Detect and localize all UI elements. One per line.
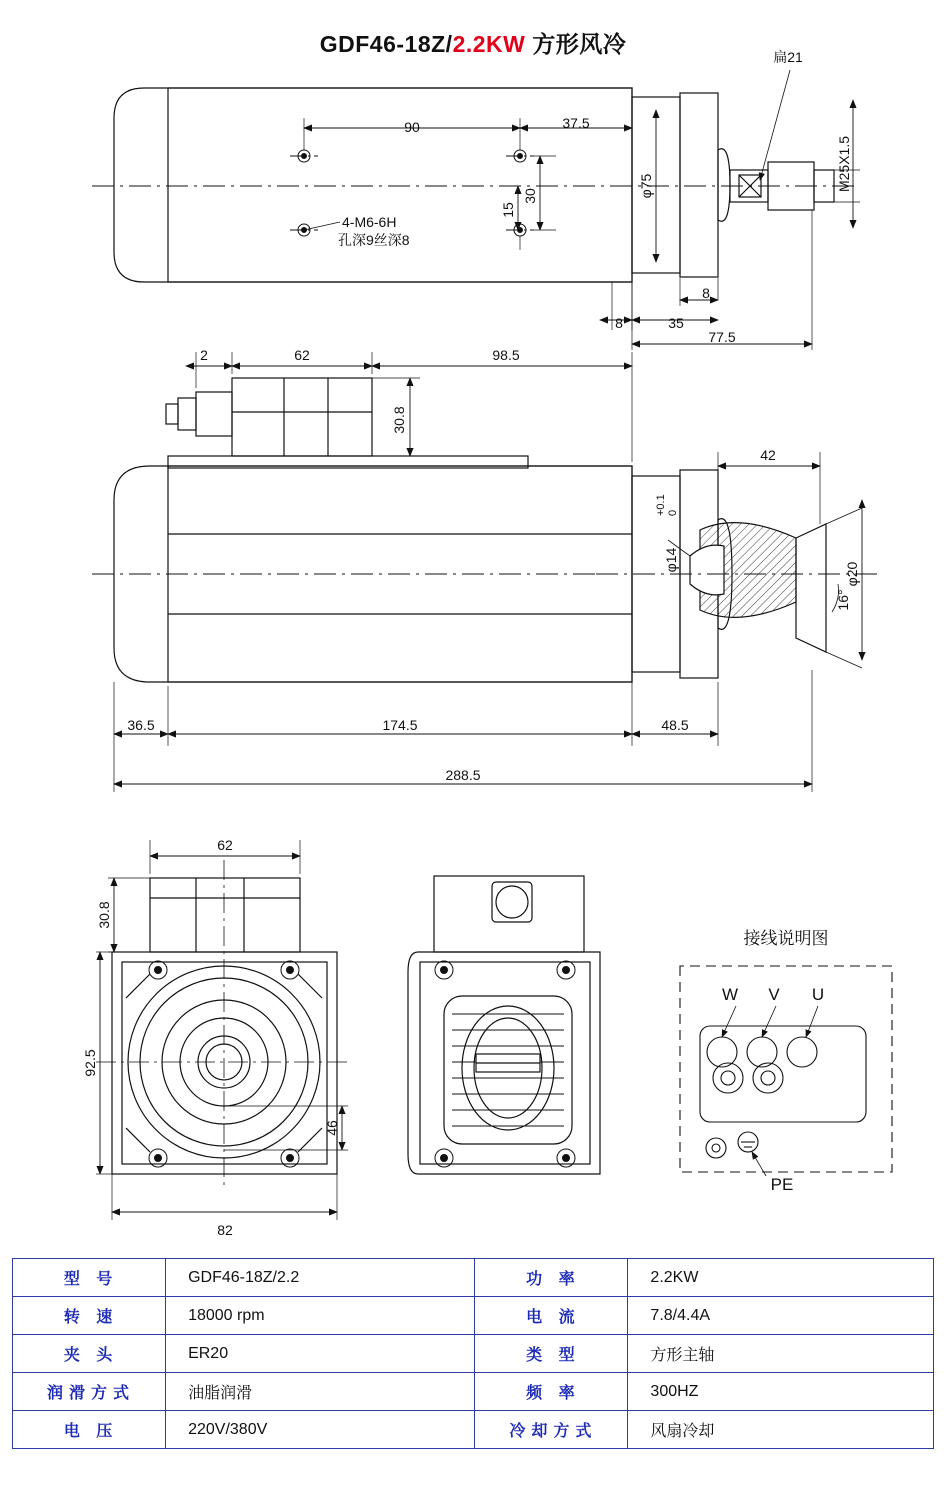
dim-35: 35 — [668, 315, 684, 331]
note-hole-depth: 孔深9丝深8 — [338, 232, 410, 248]
dim-phi20: φ20 — [844, 561, 860, 587]
spec-key-speed: 转 速 — [13, 1297, 166, 1335]
dim-92-5: 92.5 — [82, 1049, 98, 1077]
spec-key-current: 电 流 — [475, 1297, 628, 1335]
dim-46: 46 — [324, 1120, 340, 1136]
spec-key-frequency: 频 率 — [475, 1373, 628, 1411]
title-suffix: 方形风冷 — [525, 31, 627, 57]
spec-value-speed: 18000 rpm — [166, 1297, 475, 1335]
spec-key-type: 类 型 — [475, 1335, 628, 1373]
front-view-labels — [82, 837, 340, 1238]
dim-36-5: 36.5 — [127, 717, 155, 733]
table-row — [13, 1335, 934, 1373]
dim-62: 62 — [294, 347, 310, 363]
dim-77-5: 77.5 — [708, 329, 736, 345]
note-m25: M25X1.5 — [836, 135, 852, 193]
dim-62-front: 62 — [217, 837, 233, 853]
spec-key-lubrication: 润滑方式 — [13, 1373, 166, 1411]
front-view — [96, 840, 352, 1220]
table-row — [13, 1373, 934, 1411]
dim-82: 82 — [217, 1222, 233, 1238]
top-view-labels — [338, 49, 852, 345]
side-view — [92, 352, 878, 792]
note-4-m6-6h: 4-M6-6H — [342, 214, 397, 230]
rear-view — [408, 876, 600, 1174]
spec-value-lubrication: 油脂润滑 — [166, 1373, 475, 1411]
spec-key-voltage: 电 压 — [13, 1411, 166, 1449]
dim-48-5: 48.5 — [661, 717, 689, 733]
title-power: 2.2KW — [452, 31, 526, 57]
tol-plus: +0.1 — [655, 494, 667, 516]
spec-key-cooling: 冷却方式 — [475, 1411, 628, 1449]
dim-30-8: 30.8 — [391, 406, 407, 434]
spec-key-power: 功 率 — [475, 1259, 628, 1297]
spec-value-collet: ER20 — [166, 1335, 475, 1373]
dim-2: 2 — [200, 347, 208, 363]
table-row — [13, 1259, 934, 1297]
spec-value-type: 方形主轴 — [628, 1335, 934, 1373]
top-view — [92, 70, 860, 350]
dim-phi75: φ75 — [638, 173, 654, 199]
terminal-pe: PE — [770, 1175, 794, 1194]
spec-value-model: GDF46-18Z/2.2 — [166, 1259, 475, 1297]
spec-value-power: 2.2KW — [628, 1259, 934, 1297]
terminal-v: V — [768, 985, 780, 1004]
dim-30-8-front: 30.8 — [96, 901, 112, 929]
dim-98-5: 98.5 — [492, 347, 520, 363]
spec-table — [12, 1258, 934, 1449]
dim-37-5: 37.5 — [562, 115, 590, 131]
dim-42: 42 — [760, 447, 776, 463]
spec-key-model: 型 号 — [13, 1259, 166, 1297]
spec-value-voltage: 220V/380V — [166, 1411, 475, 1449]
table-row — [13, 1297, 934, 1335]
terminal-w: W — [721, 985, 739, 1004]
dim-8a: 8 — [615, 315, 623, 331]
terminal-u: U — [811, 985, 825, 1004]
note-flat21: 扁21 — [773, 49, 803, 65]
dim-8b: 8 — [702, 285, 710, 301]
spec-value-current: 7.8/4.4A — [628, 1297, 934, 1335]
spec-value-cooling: 风扇冷却 — [628, 1411, 934, 1449]
dim-288-5: 288.5 — [445, 767, 481, 783]
tol-zero: 0 — [667, 509, 679, 516]
dim-90: 90 — [404, 119, 420, 135]
dim-15: 15 — [500, 202, 516, 218]
spec-value-frequency: 300HZ — [628, 1373, 934, 1411]
table-row — [13, 1411, 934, 1449]
wiring-title: 接线说明图 — [743, 929, 829, 948]
dim-174-5: 174.5 — [382, 717, 418, 733]
spec-key-collet: 夹 头 — [13, 1335, 166, 1373]
dim-phi14: φ14 — [663, 547, 679, 573]
wiring-diagram — [680, 929, 892, 1194]
dim-30: 30 — [522, 188, 538, 204]
dim-angle: 16° — [835, 589, 851, 611]
title-model: GDF46-18Z/ — [319, 31, 453, 57]
